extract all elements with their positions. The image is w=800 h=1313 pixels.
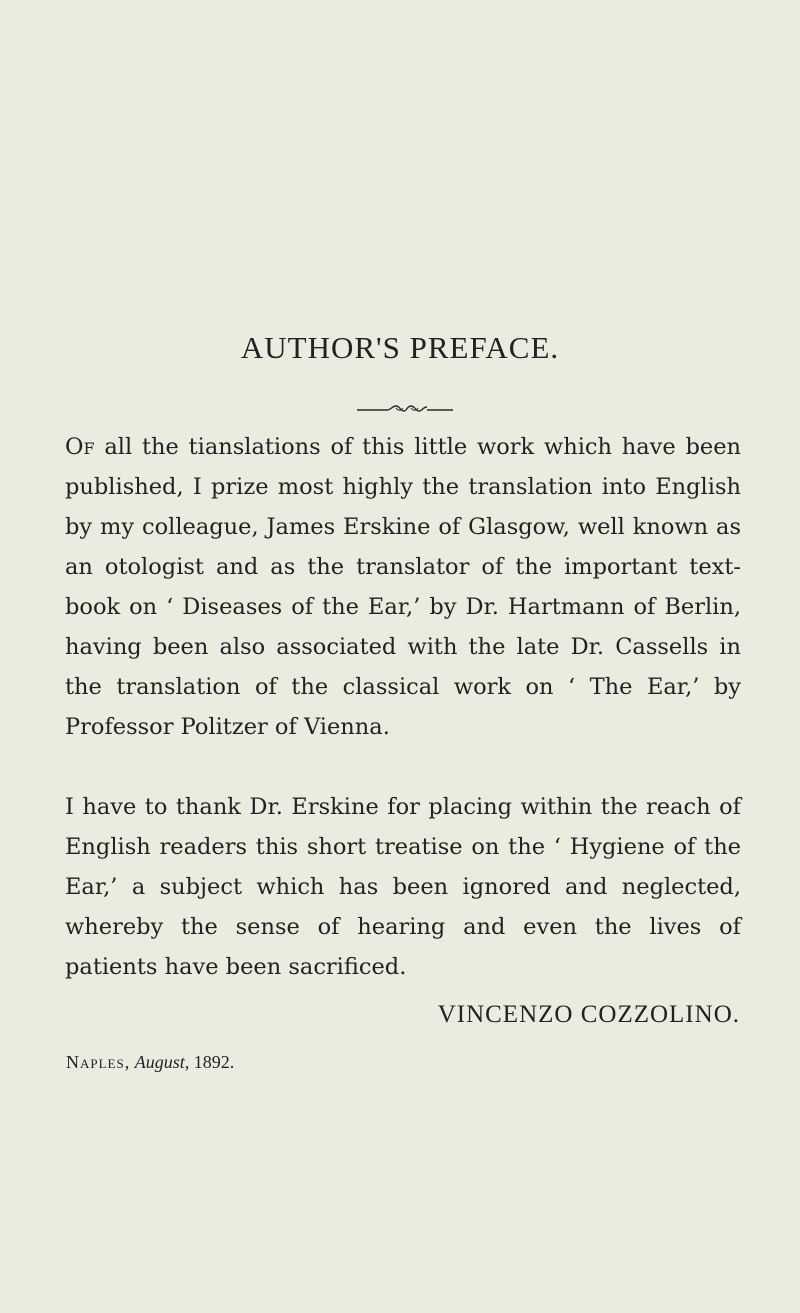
dateline-year: 1892.	[193, 1052, 235, 1072]
dateline	[66, 1052, 234, 1073]
paragraph-1-text: all the tianslations of this little work which have been published, I prize most highly the translation into English by my colleague, James Erskine of Glasgow, well known as an otologist and as the translator of the important text-book on ‘ Diseases of the Ear,’ by Dr. Hartmann of Berlin, having been also associated with the late Dr. Cassells in the translation of the classical work on ‘ The Ear,’ by Professor Politzer of Vienna.	[65, 434, 741, 740]
preface-heading: AUTHOR'S PREFACE.	[240, 330, 560, 365]
author-signature: VINCENZO COZZOLINO.	[437, 1001, 740, 1028]
preface-paragraph-1	[65, 427, 741, 747]
paragraph-lead-word: Of	[65, 434, 95, 460]
preface-paragraph-2: I have to thank Dr. Erskine for placing within the reach of English readers this short treatise on the ‘ Hygiene of the Ear,’ a subject which has been ignored and neglected, whereby the sense of hearing and even the lives of patients have been sacrificed.	[65, 794, 741, 980]
dateline-month: August,	[134, 1052, 190, 1072]
ornament-divider-icon	[355, 400, 455, 420]
dateline-place: Naples,	[66, 1052, 131, 1072]
